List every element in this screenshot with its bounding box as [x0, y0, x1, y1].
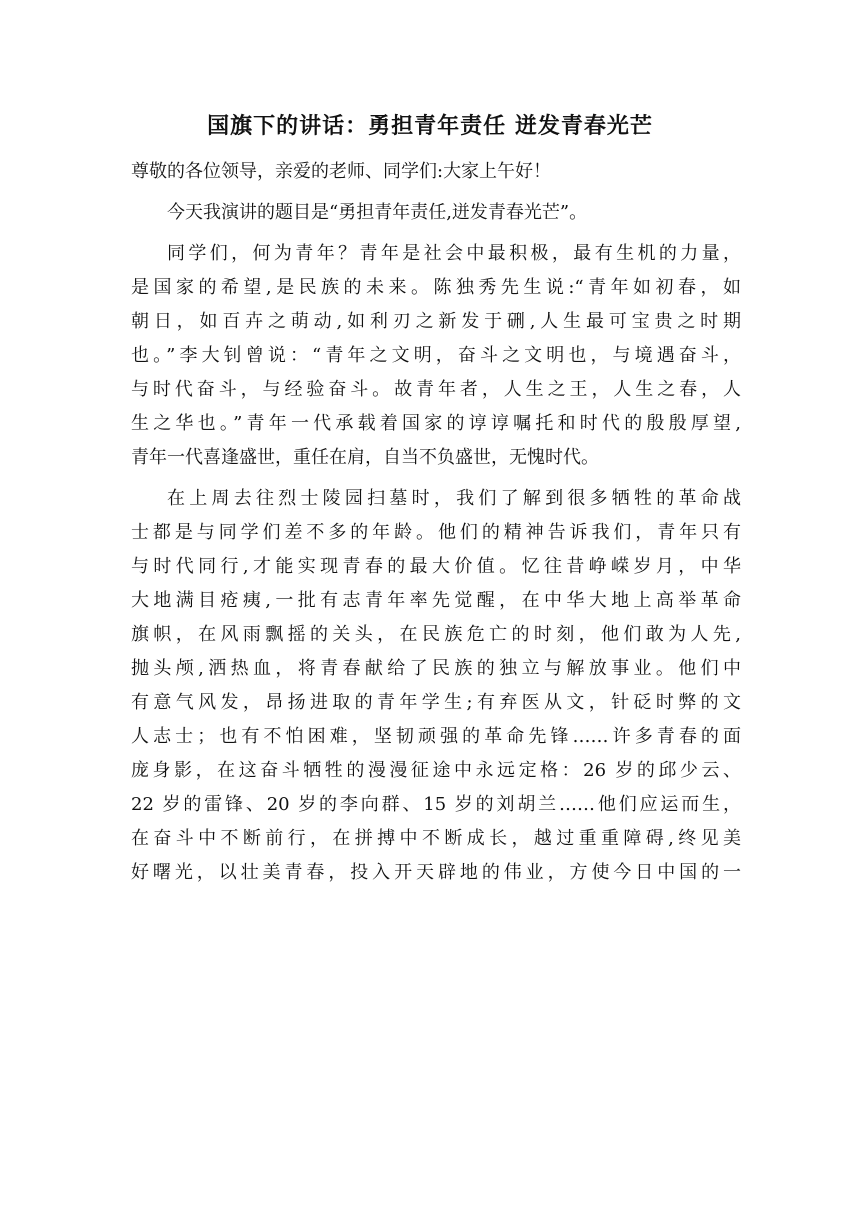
paragraph-2-line: 庞身影，在这奋斗牺牲的漫漫征途中永远定格：26 岁的邱少云、	[131, 760, 741, 781]
greeting-line: 尊敬的各位领导，亲爱的老师、同学们:大家上午好！	[131, 161, 552, 182]
paragraph-2-line: 人志士；也有不怕困难，坚韧顽强的革命先锋……许多青春的面	[131, 726, 741, 747]
paragraph-1-line: 也。”李大钊曾说：“青年之文明，奋斗之文明也，与境遇奋斗，	[131, 345, 741, 366]
paragraph-2-line: 与时代同行,才能实现青春的最大价值。忆往昔峥嵘岁月，中华	[131, 556, 741, 577]
paragraph-2-line: 大地满目疮痍,一批有志青年率先觉醒，在中华大地上高举革命	[131, 590, 741, 611]
paragraph-2-line: 抛头颅,洒热血，将青春献给了民族的独立与解放事业。他们中	[131, 658, 741, 679]
topic-line: 今天我演讲的题目是“勇担青年责任,迸发青春光芒”。	[167, 202, 588, 223]
paragraph-2-line: 在上周去往烈士陵园扫墓时，我们了解到很多牺牲的革命战	[167, 488, 741, 509]
paragraph-1-line: 与时代奋斗，与经验奋斗。故青年者，人生之王，人生之春，人	[131, 379, 741, 400]
paragraph-2-line: 有意气风发，昂扬进取的青年学生;有弃医从文，针砭时弊的文	[131, 692, 741, 713]
paragraph-1-line: 青年一代喜逢盛世，重任在肩，自当不负盛世，无愧时代。	[131, 447, 599, 468]
paragraph-1-line: 同学们，何为青年？青年是社会中最积极，最有生机的力量，	[167, 243, 741, 264]
paragraph-2-line: 旗帜，在风雨飘摇的关头，在民族危亡的时刻，他们敢为人先,	[131, 624, 741, 645]
paragraph-2	[131, 482, 741, 890]
document-body	[131, 155, 741, 890]
document-title: 国旗下的讲话：勇担青年责任 迸发青春光芒	[207, 113, 653, 139]
paragraph-1-line: 是国家的希望,是民族的未来。陈独秀先生说:“青年如初春，如	[131, 277, 741, 298]
paragraph-2-line: 22 岁的雷锋、20 岁的李向群、15 岁的刘胡兰……他们应运而生，	[131, 794, 741, 815]
paragraph-1-line: 生之华也。”青年一代承载着国家的谆谆嘱托和时代的殷殷厚望,	[131, 413, 741, 434]
paragraph-1-line: 朝日，如百卉之萌动,如利刃之新发于硎,人生最可宝贵之时期	[131, 311, 741, 332]
paragraph-2-line: 在奋斗中不断前行，在拼搏中不断成长，越过重重障碍,终见美	[131, 828, 741, 849]
paragraph-2-line: 士都是与同学们差不多的年龄。他们的精神告诉我们，青年只有	[131, 522, 741, 543]
paragraph-1	[131, 237, 741, 475]
paragraph-2-line: 好曙光，以壮美青春，投入开天辟地的伟业，方使今日中国的一	[131, 862, 741, 883]
